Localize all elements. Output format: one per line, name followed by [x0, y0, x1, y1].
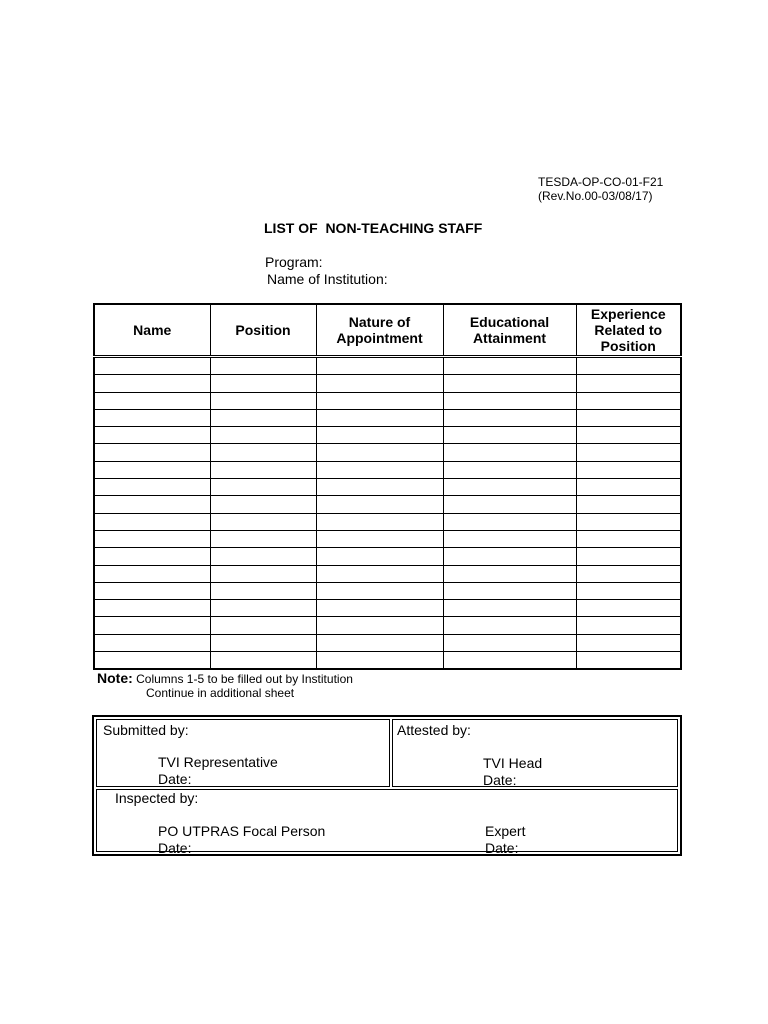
- table-cell: [443, 617, 576, 634]
- table-cell: [316, 496, 443, 513]
- column-header-educational-attainment: Educational Attainment: [443, 304, 576, 357]
- table-cell: [576, 461, 681, 478]
- table-cell: [210, 427, 316, 444]
- table-cell: [316, 513, 443, 530]
- table-cell: [94, 634, 210, 651]
- table-cell: [576, 513, 681, 530]
- table-row: [94, 461, 681, 478]
- table-cell: [316, 357, 443, 375]
- table-row: [94, 513, 681, 530]
- table-row: [94, 392, 681, 409]
- table-cell: [443, 461, 576, 478]
- table-cell: [94, 461, 210, 478]
- table-cell: [94, 565, 210, 582]
- table-cell: [576, 548, 681, 565]
- table-cell: [94, 548, 210, 565]
- table-cell: [94, 652, 210, 670]
- table-cell: [576, 530, 681, 547]
- column-header-nature-of-appointment: Nature of Appointment: [316, 304, 443, 357]
- table-cell: [576, 600, 681, 617]
- table-cell: [94, 392, 210, 409]
- table-cell: [316, 409, 443, 426]
- table-cell: [443, 409, 576, 426]
- table-cell: [443, 530, 576, 547]
- table-cell: [316, 617, 443, 634]
- table-cell: [443, 357, 576, 375]
- table-cell: [576, 634, 681, 651]
- table-cell: [316, 375, 443, 392]
- note-line-1: Columns 1-5 to be filled out by Institution: [136, 672, 353, 686]
- table-cell: [443, 548, 576, 565]
- form-number: TESDA-OP-CO-01-F21: [538, 175, 664, 189]
- tvi-head-label: TVI Head: [483, 755, 543, 771]
- table-cell: [94, 427, 210, 444]
- table-row: [94, 600, 681, 617]
- table-cell: [576, 496, 681, 513]
- table-row: [94, 444, 681, 461]
- table-cell: [210, 375, 316, 392]
- table-cell: [576, 392, 681, 409]
- table-cell: [94, 357, 210, 375]
- date-label: Date:: [483, 772, 517, 788]
- note-line-2: Continue in additional sheet: [146, 686, 295, 700]
- table-cell: [576, 652, 681, 670]
- table-row: [94, 375, 681, 392]
- table-cell: [316, 582, 443, 599]
- table-cell: [210, 548, 316, 565]
- submitted-by-label: Submitted by:: [103, 722, 189, 738]
- table-cell: [316, 565, 443, 582]
- table-cell: [443, 600, 576, 617]
- table-cell: [94, 479, 210, 496]
- inspected-by-box: [96, 789, 678, 856]
- table-cell: [316, 461, 443, 478]
- table-row: [94, 548, 681, 565]
- note-label: Note:: [97, 670, 133, 686]
- table-cell: [94, 409, 210, 426]
- table-cell: [94, 530, 210, 547]
- page-title: LIST OF NON-TEACHING STAFF: [264, 220, 483, 236]
- table-cell: [576, 427, 681, 444]
- document-code: [538, 175, 663, 203]
- column-header-name: Name: [94, 304, 210, 357]
- program-label: Program:: [265, 254, 323, 270]
- table-cell: [210, 600, 316, 617]
- table-row: [94, 496, 681, 513]
- table-row: [94, 617, 681, 634]
- table-cell: [210, 357, 316, 375]
- date-label: Date:: [158, 771, 192, 787]
- table-cell: [210, 530, 316, 547]
- table-cell: [443, 375, 576, 392]
- table-row: [94, 530, 681, 547]
- table-cell: [316, 530, 443, 547]
- po-utpras-label: PO UTPRAS Focal Person: [158, 823, 326, 839]
- table-row: [94, 634, 681, 651]
- staff-table: [93, 303, 682, 670]
- table-cell: [316, 427, 443, 444]
- table-cell: [576, 479, 681, 496]
- table-row: [94, 565, 681, 582]
- table-cell: [210, 392, 316, 409]
- table-cell: [443, 634, 576, 651]
- table-cell: [316, 652, 443, 670]
- table-cell: [94, 600, 210, 617]
- table-cell: [210, 634, 316, 651]
- table-cell: [316, 392, 443, 409]
- table-cell: [576, 357, 681, 375]
- table-cell: [316, 548, 443, 565]
- table-cell: [210, 513, 316, 530]
- table-cell: [94, 444, 210, 461]
- table-cell: [316, 444, 443, 461]
- table-cell: [210, 409, 316, 426]
- attested-by-box: [392, 719, 678, 787]
- table-cell: [210, 617, 316, 634]
- tvi-representative-label: TVI Representative: [158, 754, 278, 770]
- inspected-by-label: Inspected by:: [115, 790, 199, 806]
- table-cell: [576, 617, 681, 634]
- submitted-by-box: [96, 719, 390, 787]
- note-section: [97, 671, 353, 700]
- expert-label: Expert: [485, 823, 526, 839]
- table-row: [94, 427, 681, 444]
- table-cell: [94, 582, 210, 599]
- revision-number: (Rev.No.00-03/08/17): [538, 189, 653, 203]
- table-row: [94, 479, 681, 496]
- table-cell: [443, 582, 576, 599]
- table-cell: [443, 565, 576, 582]
- table-body: [94, 357, 681, 670]
- table-cell: [210, 444, 316, 461]
- table-row: [94, 652, 681, 670]
- column-header-position: Position: [210, 304, 316, 357]
- table-cell: [94, 513, 210, 530]
- table-cell: [316, 600, 443, 617]
- table-cell: [576, 582, 681, 599]
- table-row: [94, 582, 681, 599]
- table-cell: [443, 444, 576, 461]
- table-cell: [576, 565, 681, 582]
- table-cell: [576, 444, 681, 461]
- table-header-row: [94, 304, 681, 357]
- date-label: Date:: [158, 840, 192, 856]
- table-row: [94, 357, 681, 375]
- table-cell: [210, 652, 316, 670]
- column-header-experience: Experience Related to Position: [576, 304, 681, 357]
- table-cell: [210, 479, 316, 496]
- table-cell: [443, 513, 576, 530]
- table-row: [94, 409, 681, 426]
- table-cell: [316, 479, 443, 496]
- table-cell: [210, 582, 316, 599]
- table-cell: [576, 409, 681, 426]
- table-cell: [210, 565, 316, 582]
- table-cell: [94, 617, 210, 634]
- table-cell: [443, 652, 576, 670]
- attested-by-label: Attested by:: [397, 722, 471, 738]
- table-cell: [443, 479, 576, 496]
- table-cell: [210, 496, 316, 513]
- table-cell: [210, 461, 316, 478]
- table-cell: [443, 427, 576, 444]
- table-cell: [316, 634, 443, 651]
- table-cell: [443, 392, 576, 409]
- table-cell: [94, 375, 210, 392]
- table-cell: [443, 496, 576, 513]
- institution-label: Name of Institution:: [267, 271, 388, 287]
- date-label: Date:: [485, 840, 519, 856]
- signature-block: [92, 715, 682, 856]
- table-cell: [576, 375, 681, 392]
- table-cell: [94, 496, 210, 513]
